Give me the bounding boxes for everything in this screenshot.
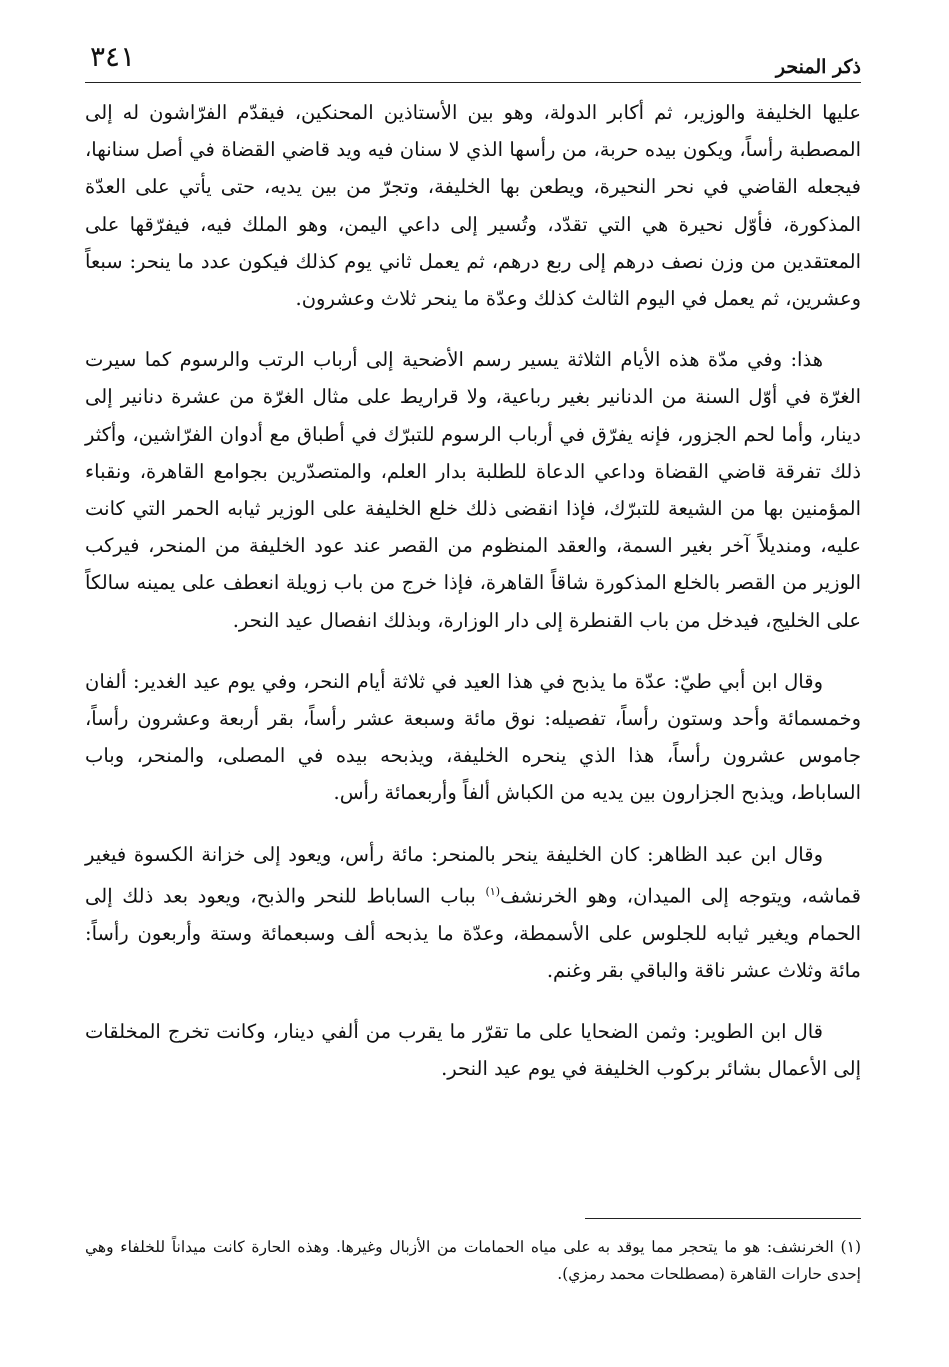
page-header <box>85 38 861 86</box>
paragraph-4-start: وقال ابن عبد الظاهر: كان الخليفة ينحر بالمنحر: مائة رأس، ويعود إلى خزانة الكسوة فيغير قماشه، ويتوجه إلى الميدان، وهو الخرنشف <box>85 842 862 908</box>
page-number: ٣٤١ <box>90 40 136 73</box>
running-title: ذكر المنحر <box>775 56 861 78</box>
paragraph-5: قال ابن الطوير: وثمن الضحايا على ما تقرّر ما يقرب من ألفي دينار، وكانت تخرج المخلقات إلى الأعمال بشائر بركوب الخليفة في يوم عيد النحر. <box>85 1019 861 1081</box>
footnote-ref[interactable]: (١) <box>485 884 501 898</box>
paragraph-3: وقال ابن أبي طيّ: عدّة ما يذبح في هذا العيد في ثلاثة أيام النحر، وفي يوم عيد الغدير: ألفان وخمسمائة وأحد وستون رأساً، تفصيله: نوق مائة وسبعة عشر رأساً، بقر أربعة وعشرون رأساً، جاموس عشرون رأساً، هذا الذي ينحره الخليفة، ويذبحه بيده في المصلى، والمنحر، وباب الساباط، ويذبح الجزارون بين يديه من الكباش ألفاً وأربعمائة رأس. <box>85 669 861 805</box>
paragraph-4-rest: بباب الساباط للنحر والذبح، ويعود بعد ذلك إلى الحمام ويغير ثيابه للجلوس على الأسمطة، وعدّة ما يذبحه ألف وسبعمائة وستة وأربعون رأساً: مائة وثلاث عشر ناقة والباقي بقر وغنم. <box>85 884 861 982</box>
footnote: (١) الخرنشف: هو ما يتحجر مما يوقد به على مياه الحمامات من الأزبال وغيرها. وهذه الحارة كانت ميداناً للخلفاء وهي إحدى حارات القاهرة (مصطلحات محمد رمزي). <box>85 1238 861 1283</box>
paragraph-2: هذا: وفي مدّة هذه الأيام الثلاثة يسير رسم الأضحية إلى أرباب الرتب والرسوم كما سيرت الغرّة في أوّل السنة من الدنانير بغير رباعية، ولا قراريط على مثال الغرّة من عشرة دنانير إلى دينار، وأما لحم الجزور، فإنه يفرّق في أرباب الرسوم للتبرّك في أطباق مع أدوان الفرّاشين، وأكثر ذلك تفرقة قاضي القضاة وداعي الدعاة للطلبة بدار العلم، والمتصدّرين بجوامع القاهرة، ونقباء المؤمنين بها من الشيعة للتبرّك، فإذا انقضى ذلك خلع الخليفة على الوزير ثيابه الحمر التي كانت عليه، ومنديلاً آخر بغير السمة، والعقد المنظوم من القصر عند عود الخليفة من المنحر، فيركب الوزير من القصر بالخلع المذكورة شاقاً القاهرة، فإذا خرج من باب زويلة انعطف على يمينه سالكاً على الخليج، فيدخل من باب القنطرة إلى دار الوزارة، وبذلك انفصال عيد النحر. <box>85 348 861 632</box>
footnote-rule <box>585 1218 861 1219</box>
main-text <box>85 94 861 1111</box>
paragraph-1: عليها الخليفة والوزير، ثم أكابر الدولة، وهو بين الأستاذين المحنكين، فيقدّم الفرّاشون له إلى المصطبة رأساً، ويكون بيده حربة، من رأسها الذي لا سنان فيه ويد قاضي القضاة في أصل سنانها، فيجعله القاضي في نحر النحيرة، ويطعن بها الخليفة، وتجرّ من بين يديه، حتى يأتي على العدّة المذكورة، فأوّل نحيرة هي التي تقدّد، وتُسير إلى داعي اليمن، وهو الملك فيه، فيفرّقها على المعتقدين من وزن نصف درهم إلى ربع درهم، ثم يعمل ثاني يوم كذلك فيكون عدد ما ينحر: سبعاً وعشرين، ثم يعمل في اليوم الثالث كذلك وعدّة ما ينحر ثلاث وعشرون. <box>85 101 861 311</box>
paragraph-4 <box>85 836 861 989</box>
header-rule <box>85 82 861 83</box>
